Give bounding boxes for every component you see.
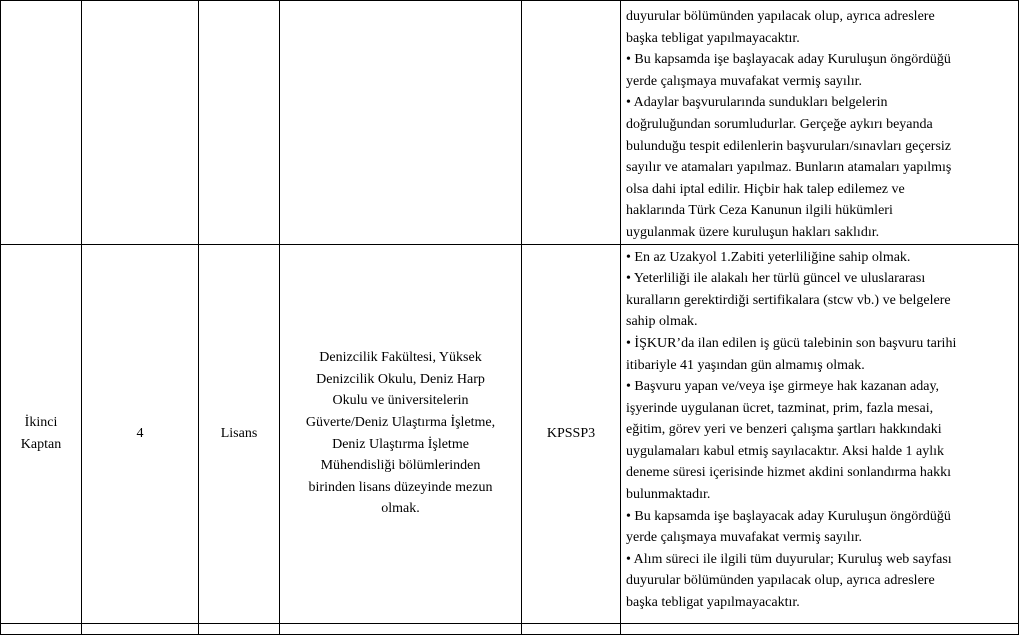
education-cell: Lisans xyxy=(199,244,280,623)
table-row xyxy=(1,623,1019,634)
position-line: Kaptan xyxy=(20,436,62,452)
position-cell xyxy=(1,244,82,623)
kpss-cell: KPSSP3 xyxy=(522,244,621,623)
department-line: Mühendisliği bölümlerinden xyxy=(320,458,481,474)
department-line: Okulu ve üniversitelerin xyxy=(332,393,469,409)
kpss-cell xyxy=(522,1,621,245)
requirements-cell xyxy=(621,1,1019,245)
next-row-cell xyxy=(82,623,199,634)
requirement-line: bulunduğu tespit edilenlerin başvuruları/sınavları geçersiz xyxy=(626,138,952,154)
requirement-line: • İŞKUR’da ilan edilen iş gücü talebinin son başvuru tarihi xyxy=(626,335,957,351)
requirement-line: • En az Uzakyol 1.Zabiti yeterliliğine sahip olmak. xyxy=(626,249,911,265)
requirement-line: uygulamaları kabul etmiş sayılacaktır. Aksi halde 1 aylık xyxy=(626,443,945,459)
requirement-line: uygulanmak üzere kuruluşun hakları saklıdır. xyxy=(626,224,880,240)
requirement-line: doğruluğundan sorumludurlar. Gerçeğe aykırı beyanda xyxy=(626,116,933,132)
position-line: İkinci xyxy=(24,414,58,430)
requirement-line: • Bu kapsamda işe başlayacak aday Kuruluşun öngördüğü xyxy=(626,508,951,524)
table-row xyxy=(1,244,1019,623)
department-line: Denizcilik Okulu, Deniz Harp xyxy=(316,371,485,387)
requirement-line: işyerinde uygulanan ücret, tazminat, prim, fazla mesai, xyxy=(626,400,934,416)
department-line: Denizcilik Fakültesi, Yüksek xyxy=(319,350,482,366)
department-cell xyxy=(280,1,522,245)
requirement-line: eğitim, görev yeri ve benzeri çalışma şartları hakkındaki xyxy=(626,422,942,438)
requirement-line: duyurular bölümünden yapılacak olup, ayrıca adreslere xyxy=(626,573,935,589)
count-cell xyxy=(82,1,199,245)
department-cell xyxy=(280,244,522,623)
count-cell: 4 xyxy=(82,244,199,623)
requirement-line: yerde çalışmaya muvafakat vermiş sayılır. xyxy=(626,73,862,89)
requirement-line: • Bu kapsamda işe başlayacak aday Kuruluşun öngördüğü xyxy=(626,52,951,68)
requirement-line: • Yeterliliği ile alakalı her türlü güncel ve uluslararası xyxy=(626,271,926,287)
next-row-cell xyxy=(522,623,621,634)
next-row-cell xyxy=(199,623,280,634)
requirement-line: olsa dahi iptal edilir. Hiçbir hak talep edilemez ve xyxy=(626,181,905,197)
requirement-line: başka tebligat yapılmayacaktır. xyxy=(626,30,800,46)
requirement-line: haklarında Türk Ceza Kanunun ilgili hükümleri xyxy=(626,203,893,219)
department-line: Güverte/Deniz Ulaştırma İşletme, xyxy=(305,414,496,430)
education-cell xyxy=(199,1,280,245)
requirement-line: sahip olmak. xyxy=(626,314,698,330)
requirement-line: • Başvuru yapan ve/veya işe girmeye hak kazanan aday, xyxy=(626,379,940,395)
requirement-line: başka tebligat yapılmayacaktır. xyxy=(626,595,800,611)
requirement-line: bulunmaktadır. xyxy=(626,487,711,503)
requirement-line: yerde çalışmaya muvafakat vermiş sayılır. xyxy=(626,530,862,546)
requirement-line: • Adaylar başvurularında sundukları belgelerin xyxy=(626,95,888,111)
department-line: birinden lisans düzeyinde mezun xyxy=(308,479,493,495)
department-line: olmak. xyxy=(381,501,420,517)
requirement-line: itibariyle 41 yaşından gün almamış olmak. xyxy=(626,357,865,373)
requirement-line: duyurular bölümünden yapılacak olup, ayrıca adreslere xyxy=(626,9,935,24)
next-row-cell xyxy=(280,623,522,634)
table-row xyxy=(1,1,1019,245)
requirement-line: deneme süresi içerisinde hizmet akdini sonlandırma hakkı xyxy=(626,465,952,481)
next-row-cell xyxy=(621,623,1019,634)
requirement-line: • Alım süreci ile ilgili tüm duyurular; Kuruluş web sayfası xyxy=(626,551,952,567)
department-line: Deniz Ulaştırma İşletme xyxy=(332,436,469,452)
requirement-line: kuralların gerektirdiği sertifikalara (stcw vb.) ve belgelere xyxy=(626,292,951,308)
position-cell xyxy=(1,1,82,245)
requirement-line: sayılır ve atamaları yapılmaz. Bunların atamaları yapılmış xyxy=(626,160,952,176)
requirements-cell xyxy=(621,244,1019,623)
next-row-cell xyxy=(1,623,82,634)
